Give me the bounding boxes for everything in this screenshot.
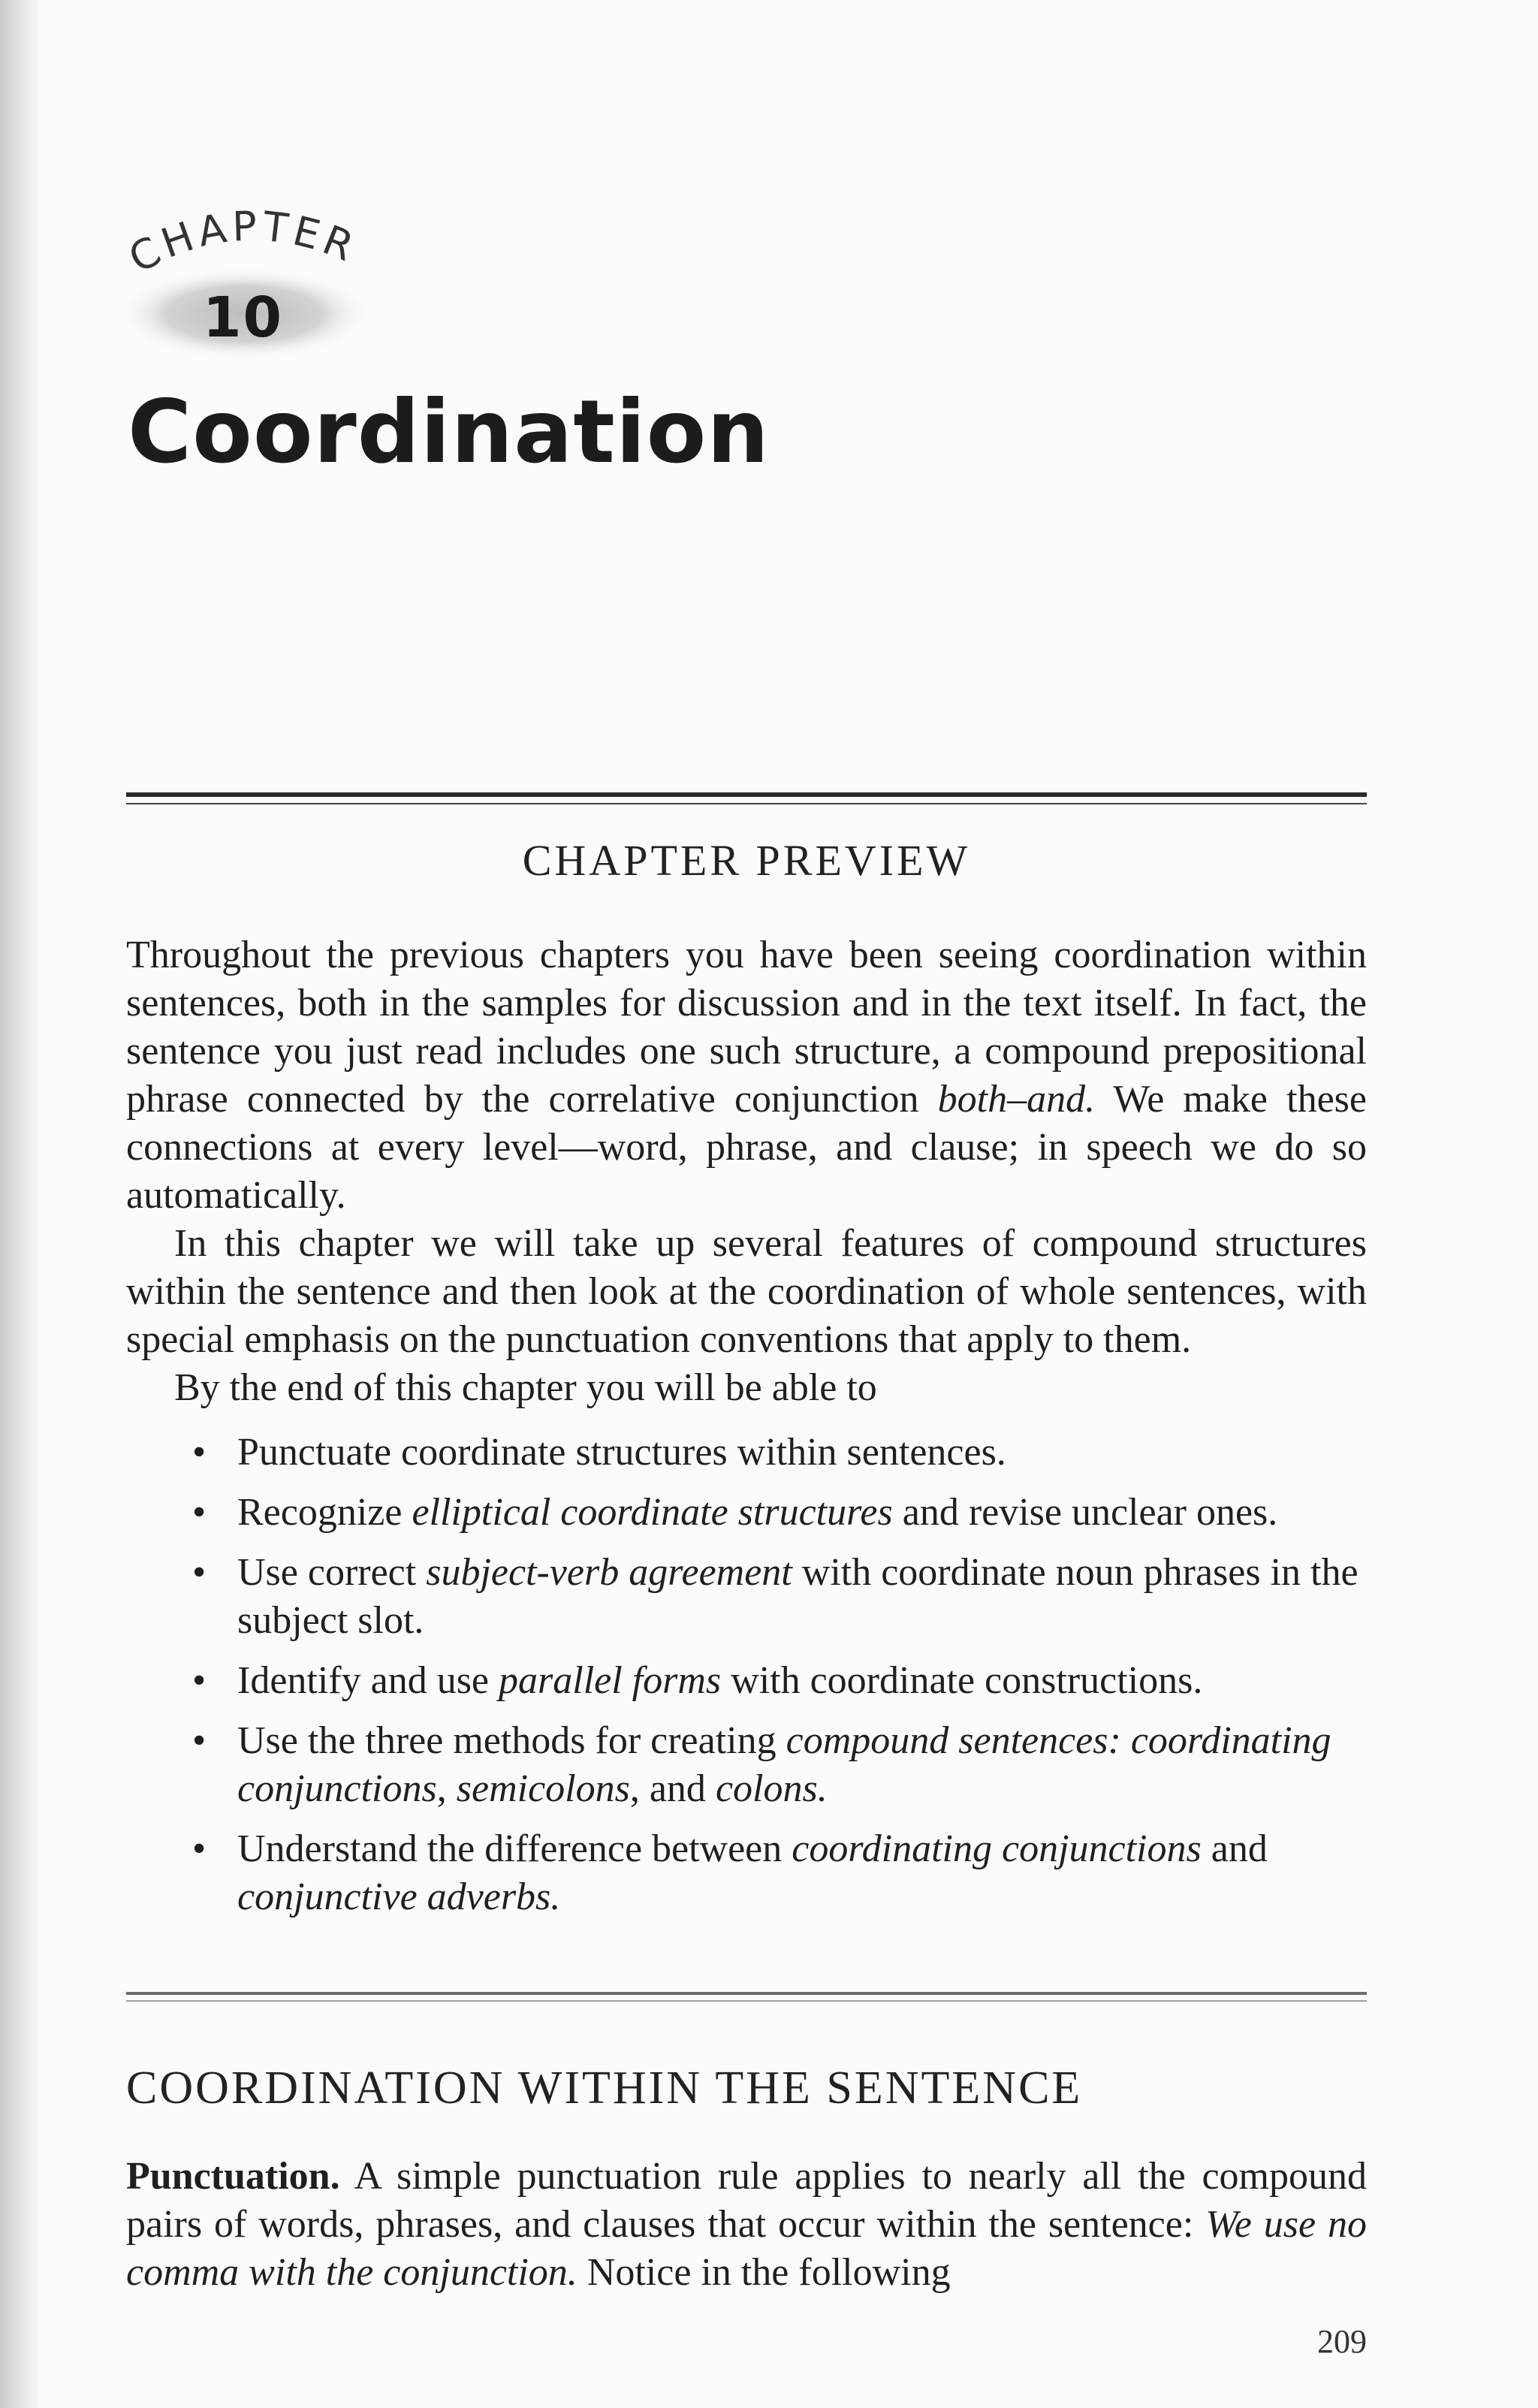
italic-text: We use no comma with the conjunction.	[126, 2203, 1367, 2294]
italic-text: colons.	[715, 1767, 828, 1810]
objective-text: Use the three methods for creating compound sentences: coordinating conjunctions, semicolons, and colons.	[237, 1719, 1331, 1810]
italic-text: semicolons	[456, 1767, 630, 1810]
bullet-icon: •	[192, 1551, 207, 1594]
preview-top-rule-thin	[126, 803, 1367, 804]
objective-item	[126, 1549, 1367, 1645]
italic-text: parallel forms	[499, 1659, 722, 1702]
preview-paragraph-2: In this chapter we will take up several features of compound structures within the sentence and then look at the coordination of whole sentences, with special emphasis on the punctuation conventions that apply to them.	[126, 1222, 1367, 1361]
body-paragraph	[126, 2153, 1367, 2297]
italic-text: both–and.	[937, 1078, 1096, 1121]
objective-text: Punctuate coordinate structures within sentences.	[237, 1431, 1006, 1474]
objective-text: Use correct subject-verb agreement with coordinate noun phrases in the subject slot.	[237, 1551, 1359, 1642]
objective-item	[126, 1657, 1367, 1705]
objectives-list	[126, 1429, 1367, 1921]
chapter-title: Coordination	[128, 382, 770, 483]
objective-item	[126, 1825, 1367, 1921]
objective-text: Understand the difference between coordinating conjunctions and conjunctive adverbs.	[237, 1827, 1268, 1918]
page-gutter-shadow	[0, 0, 38, 2408]
bullet-icon: •	[192, 1827, 207, 1870]
page-number: 209	[1317, 2323, 1367, 2360]
objective-item	[126, 1429, 1367, 1477]
objective-text: Recognize elliptical coordinate structures and revise unclear ones.	[237, 1491, 1278, 1534]
objective-text: Identify and use parallel forms with coordinate constructions.	[237, 1659, 1203, 1702]
chapter-preview	[126, 931, 1367, 1933]
run-in-heading: Punctuation.	[126, 2155, 340, 2198]
italic-text: subject-verb agreement	[426, 1551, 792, 1594]
italic-text: elliptical coordinate structures	[412, 1491, 893, 1534]
section-heading: COORDINATION WITHIN THE SENTENCE	[126, 2062, 1083, 2114]
italic-text: compound sentences: coordinating conjunctions	[237, 1719, 1331, 1810]
bullet-icon: •	[192, 1491, 207, 1534]
chapter-label: CHAPTER	[121, 202, 364, 282]
bullet-icon: •	[192, 1719, 207, 1762]
body-text: A simple punctuation rule applies to nearly all the compound pairs of words, phrases, and clauses that occur within the sentence: We use no comma with the conjunction. Notice in the following	[126, 2155, 1367, 2294]
bullet-icon: •	[192, 1659, 207, 1702]
objective-item	[126, 1717, 1367, 1813]
bullet-icon: •	[192, 1431, 207, 1474]
italic-text: coordinating conjunctions	[792, 1827, 1202, 1870]
preview-heading: CHAPTER PREVIEW	[522, 836, 971, 885]
italic-text: conjunctive adverbs.	[237, 1875, 561, 1918]
preview-paragraph-1: Throughout the previous chapters you have been seeing coordination within sentences, both in the samples for discussion and in the text itself. In fact, the sentence you just read includes one such structure, a compound prepositional phrase connected by the correlative conjunction both–and. We make these connections at every level—word, phrase, and clause; in speech we do so automatically.	[126, 934, 1367, 1217]
chapter-number: 10	[203, 285, 283, 350]
objective-item	[126, 1489, 1367, 1537]
preview-bottom-rule-thin	[126, 2000, 1367, 2002]
chapter-badge	[121, 202, 379, 376]
section-body	[126, 2153, 1367, 2297]
preview-paragraph-3: By the end of this chapter you will be able to	[174, 1366, 877, 1409]
preview-top-rule	[126, 792, 1367, 797]
preview-bottom-rule	[126, 1992, 1367, 1995]
